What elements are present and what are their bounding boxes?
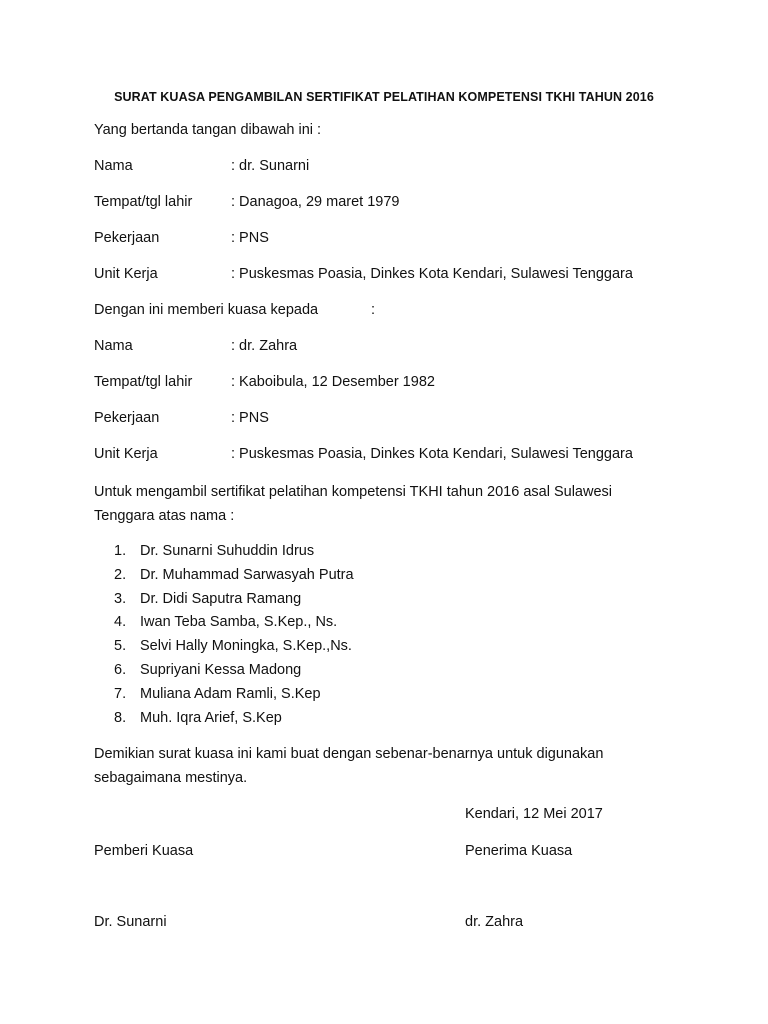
list-name: Dr. Muhammad Sarwasyah Putra (140, 566, 354, 583)
list-item (94, 540, 354, 564)
list-number: 5. (114, 638, 127, 655)
list-number: 2. (114, 566, 127, 583)
transfer-colon: : (371, 302, 376, 318)
giver-unit-label: Unit Kerja (94, 266, 158, 282)
place-date: Kendari, 12 Mei 2017 (465, 806, 603, 822)
transfer-text: Dengan ini memberi kuasa kepada (94, 302, 319, 318)
list-item (94, 635, 354, 659)
list-item (94, 707, 354, 731)
list-name: Muh. Iqra Arief, S.Kep (140, 709, 282, 726)
list-name: Muliana Adam Ramli, S.Kep (140, 685, 321, 702)
receiver-signature-label: Penerima Kuasa (465, 843, 573, 859)
giver-signature-label: Pemberi Kuasa (94, 843, 194, 859)
purpose-paragraph: Untuk mengambil sertifikat pelatihan kompetensi TKHI tahun 2016 asal Sulawesi Tenggara atas nama : (94, 484, 612, 524)
receiver-signature-name: dr. Zahra (465, 914, 524, 930)
list-number: 4. (114, 614, 127, 631)
receiver-unit-value: : Puskesmas Poasia, Dinkes Kota Kendari, Sulawesi Tenggara (231, 446, 633, 462)
list-number: 1. (114, 543, 127, 559)
receiver-unit-label: Unit Kerja (94, 446, 158, 462)
receiver-name-label: Nama (94, 338, 133, 354)
receiver-job-label: Pekerjaan (94, 410, 160, 426)
giver-unit-value: : Puskesmas Poasia, Dinkes Kota Kendari, Sulawesi Tenggara (231, 266, 633, 282)
giver-name-label: Nama (94, 158, 133, 174)
giver-signature-name: Dr. Sunarni (94, 914, 167, 930)
giver-job-label: Pekerjaan (94, 230, 160, 246)
list-item (94, 588, 354, 612)
giver-name-value: : dr. Sunarni (231, 158, 310, 174)
list-name: Supriyani Kessa Madong (140, 661, 302, 678)
receiver-birth-label: Tempat/tgl lahir (94, 374, 193, 390)
receiver-name-value: : dr. Zahra (231, 338, 298, 354)
list-name: Dr. Didi Saputra Ramang (140, 590, 302, 607)
list-item (94, 683, 354, 707)
giver-birth-label: Tempat/tgl lahir (94, 194, 193, 210)
receiver-birth-value: : Kaboibula, 12 Desember 1982 (231, 374, 435, 390)
receiver-job-value: : PNS (231, 410, 269, 426)
list-name: Selvi Hally Moningka, S.Kep.,Ns. (140, 638, 352, 655)
list-number: 3. (114, 590, 127, 607)
list-number: 7. (114, 685, 127, 702)
names-list (94, 540, 354, 730)
closing-paragraph: Demikian surat kuasa ini kami buat dengan sebenar-benarnya untuk digunakan sebagaimana mestinya. (94, 746, 604, 786)
list-item (94, 611, 354, 635)
list-item (94, 564, 354, 588)
list-number: 6. (114, 661, 127, 678)
list-number: 8. (114, 709, 127, 726)
list-name: Dr. Sunarni Suhuddin Idrus (140, 543, 315, 559)
intro-text: Yang bertanda tangan dibawah ini : (94, 122, 322, 138)
document-title: SURAT KUASA PENGAMBILAN SERTIFIKAT PELATIHAN KOMPETENSI TKHI TAHUN 2016 (114, 90, 654, 104)
list-name: Iwan Teba Samba, S.Kep., Ns. (140, 614, 338, 631)
giver-birth-value: : Danagoa, 29 maret 1979 (231, 194, 400, 210)
giver-job-value: : PNS (231, 230, 269, 246)
list-item (94, 659, 354, 683)
